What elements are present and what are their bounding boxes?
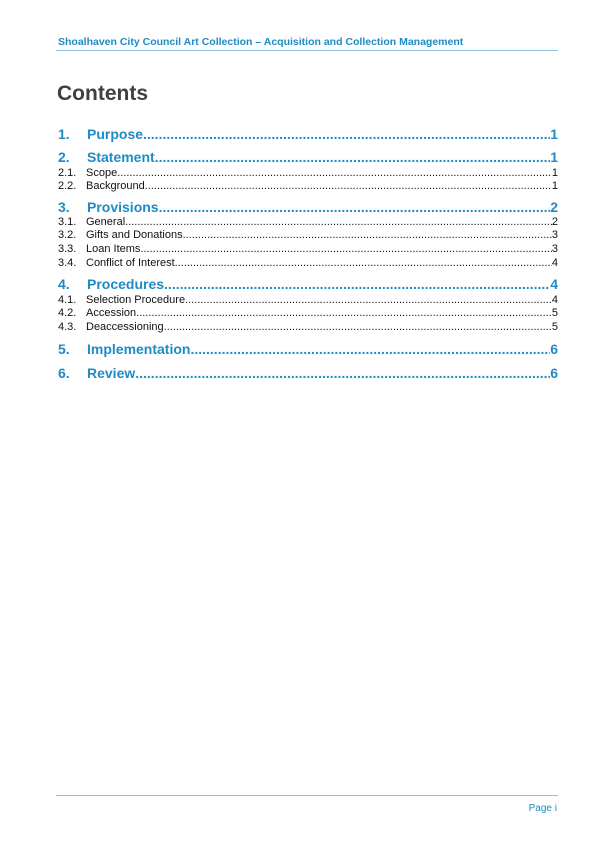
toc-number: 4.1. (58, 294, 77, 306)
toc-entry-1[interactable] (58, 126, 558, 142)
toc-label: Gifts and Donations (86, 229, 183, 241)
toc-entry-3-4[interactable] (58, 257, 558, 269)
toc-label: Background (86, 180, 145, 192)
toc-entry-3-3[interactable] (58, 243, 558, 255)
toc-page-number: 5 (551, 307, 558, 319)
toc-entry-2-2[interactable] (58, 180, 558, 192)
toc-number: 4.2. (58, 307, 77, 319)
dot-leader (135, 365, 550, 381)
toc-entry-2[interactable] (58, 149, 558, 165)
toc-number: 6. (58, 365, 70, 381)
toc-label: Deaccessioning (86, 321, 164, 333)
toc-label: Statement (87, 149, 155, 165)
toc-number: 4. (58, 276, 70, 292)
page-title: Contents (57, 82, 148, 105)
dot-leader (185, 294, 552, 306)
toc-number: 5. (58, 341, 70, 357)
toc-page-number: 1 (550, 149, 558, 165)
toc-label: Loan Items (86, 243, 141, 255)
toc-number: 4.3. (58, 321, 77, 333)
toc-entry-3-2[interactable] (58, 229, 558, 241)
toc-page-number: 4 (551, 294, 558, 306)
toc-page-number: 3 (551, 243, 558, 255)
toc-entry-6[interactable] (58, 365, 558, 381)
toc-entry-4-2[interactable] (58, 307, 558, 319)
page-number-footer: Page i (528, 803, 557, 814)
dot-leader (117, 167, 552, 179)
dot-leader (136, 307, 552, 319)
toc-label: Provisions (87, 199, 159, 215)
toc-page-number: 3 (551, 229, 558, 241)
running-header: Shoalhaven City Council Art Collection – Acquisition and Collection Management (58, 36, 464, 48)
toc-label: Accession (86, 307, 137, 319)
dot-leader (190, 341, 550, 357)
toc-page-number: 4 (551, 257, 558, 269)
toc-entry-3[interactable] (58, 199, 558, 215)
toc-page-number: 2 (550, 199, 558, 215)
toc-label: Review (87, 365, 136, 381)
toc-entry-3-1[interactable] (58, 216, 558, 228)
toc-page-number: 1 (551, 180, 558, 192)
dot-leader (125, 216, 552, 228)
dot-leader (140, 243, 551, 255)
toc-number: 3. (58, 199, 70, 215)
dot-leader (164, 321, 552, 333)
toc-page-number: 6 (550, 341, 558, 357)
toc-label: Conflict of Interest (86, 257, 175, 269)
toc-entry-4-1[interactable] (58, 294, 558, 306)
toc-page-number: 2 (551, 216, 558, 228)
toc-number: 2.2. (58, 180, 77, 192)
toc-label: Scope (86, 167, 118, 179)
dot-leader (155, 149, 551, 165)
toc-label: General (86, 216, 126, 228)
toc-page-number: 6 (550, 365, 558, 381)
toc-entry-5[interactable] (58, 341, 558, 357)
toc-label: Purpose (87, 126, 144, 142)
dot-leader (175, 257, 552, 269)
dot-leader (183, 229, 552, 241)
toc-number: 1. (58, 126, 70, 142)
toc-label: Implementation (87, 341, 191, 357)
dot-leader (159, 199, 551, 215)
footer-divider (56, 795, 558, 796)
toc-label: Procedures (87, 276, 165, 292)
toc-number: 2. (58, 149, 70, 165)
toc-number: 2.1. (58, 167, 77, 179)
toc-page-number: 4 (550, 276, 558, 292)
toc-label: Selection Procedure (86, 294, 186, 306)
toc-number: 3.4. (58, 257, 77, 269)
dot-leader (143, 126, 550, 142)
toc-number: 3.3. (58, 243, 77, 255)
toc-page-number: 1 (551, 167, 558, 179)
toc-page-number: 5 (551, 321, 558, 333)
dot-leader (145, 180, 552, 192)
dot-leader (164, 276, 550, 292)
header-divider (56, 50, 558, 51)
toc-entry-2-1[interactable] (58, 167, 558, 179)
toc-entry-4-3[interactable] (58, 321, 558, 333)
toc-number: 3.2. (58, 229, 77, 241)
toc-entry-4[interactable] (58, 276, 558, 292)
toc-page-number: 1 (550, 126, 558, 142)
toc-number: 3.1. (58, 216, 77, 228)
